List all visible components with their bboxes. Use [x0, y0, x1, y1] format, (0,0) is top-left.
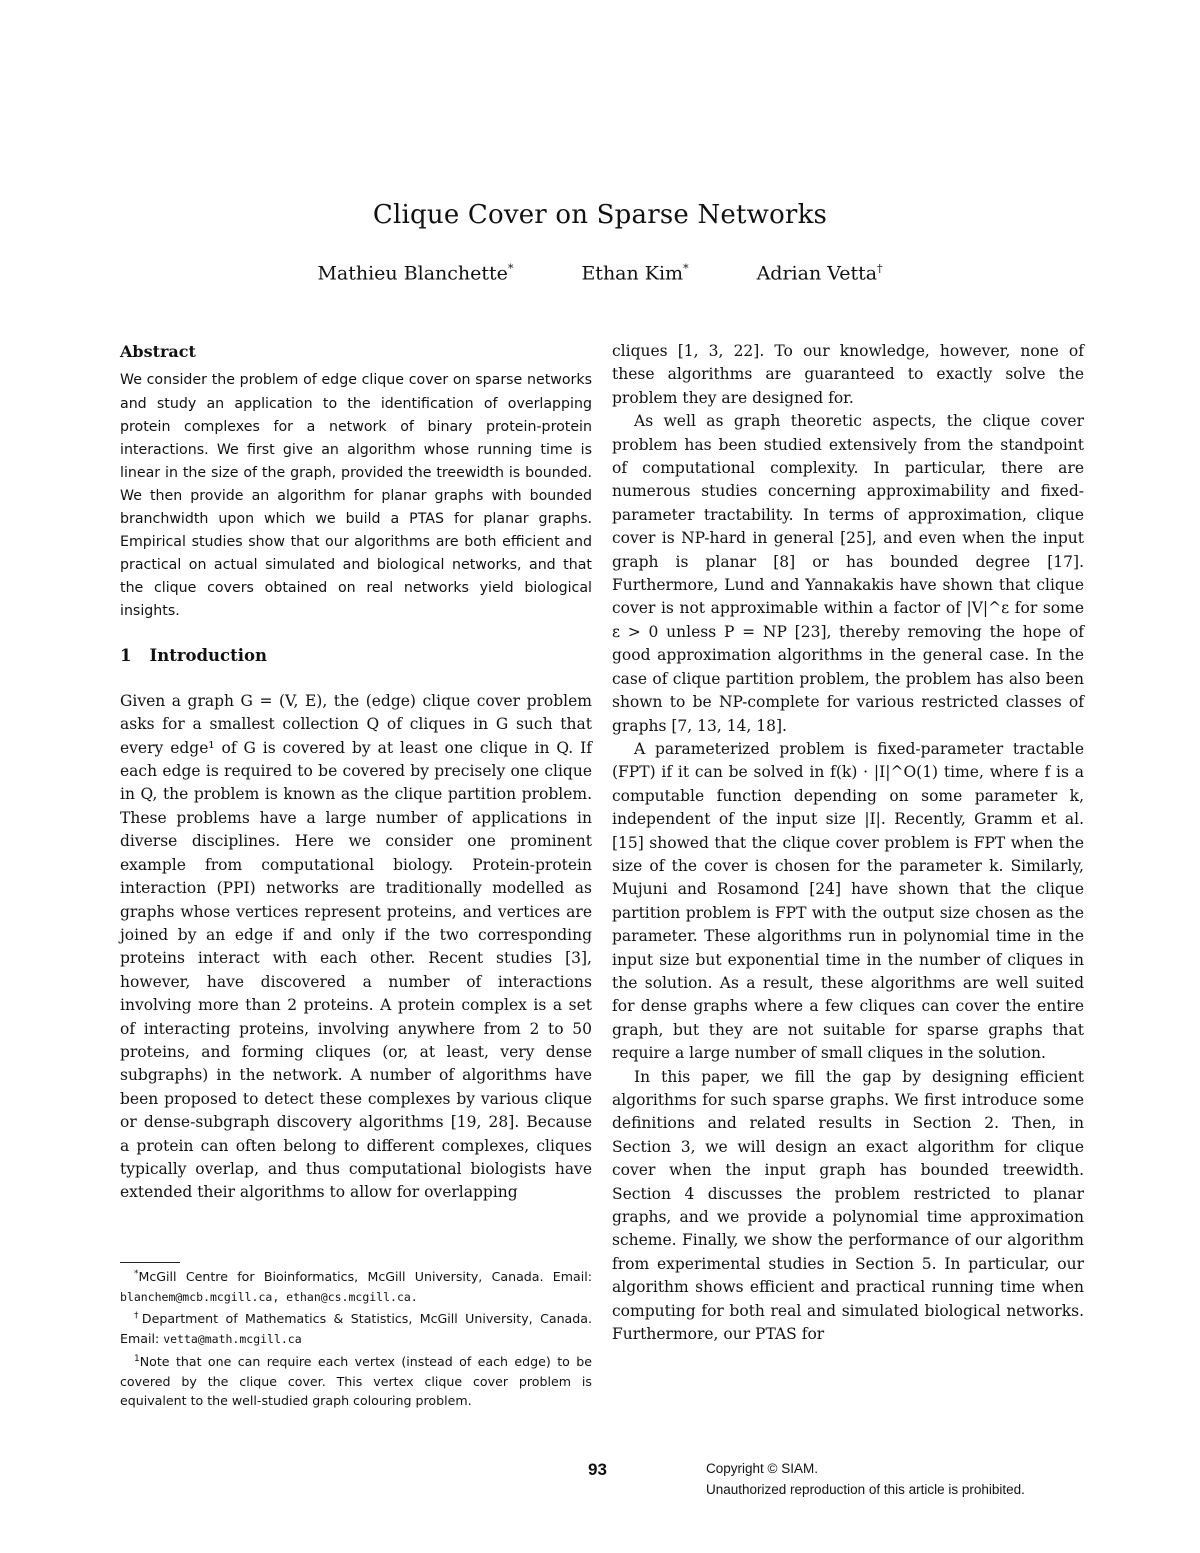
- intro-paragraph-2: cliques [1, 3, 22]. To our knowledge, however, none of these algorithms are guaranteed to exactly solve the problem they are designed for.: [612, 342, 1084, 407]
- author-list: [0, 262, 1200, 284]
- footnote-rule: [120, 1262, 180, 1263]
- author-2: Ethan Kim*: [581, 262, 689, 285]
- abstract-heading: Abstract: [120, 342, 196, 361]
- intro-paragraph-1: Given a graph G = (V, E), the (edge) clique cover problem asks for a smallest collection Q of cliques in G such that every edge¹ of G is covered by at least one clique in Q. If each edge is required to be covered by precisely one clique in Q, the problem is known as the clique partition problem. These problems have a large number of applications in diverse disciplines. Here we consider one prominent example from computational biology. Protein-protein interaction (PPI) networks are traditionally modelled as graphs whose vertices represent proteins, and vertices are joined by an edge if and only if the two corresponding proteins interact with each other. Recent studies [3], however, have discovered a number of interactions involving more than 2 proteins. A protein complex is a set of interacting proteins, involving anywhere from 2 to 50 proteins, and forming cliques (or, at least, very dense subgraphs) in the network. A number of algorithms have been proposed to detect these complexes by various clique or dense-subgraph discovery algorithms [19, 28]. Because a protein can often belong to different complexes, cliques typically overlap, and thus computational biologists have extended their algorithms to allow for overlapping: [120, 691, 592, 1202]
- copyright-notice: [706, 1458, 1025, 1500]
- section-title: Introduction: [149, 646, 267, 666]
- section-number: 1: [120, 646, 132, 666]
- intro-paragraph-4: A parameterized problem is fixed-parameter tractable (FPT) if it can be solved in f(k) · |I|^O(1) time, where f is a computable function depending on some parameter k, independent of the input size |I|. Recently, Gramm et al. [15] showed that the clique cover problem is FPT when the size of the cover is chosen for the parameter k. Similarly, Mujuni and Rosamond [24] have shown that the clique partition problem is FPT with the output size chosen as the parameter. These algorithms run in polynomial time in the input size but exponential time in the number of cliques in the solution. As a result, these algorithms are well suited for dense graphs where a few cliques can cover the entire graph, but they are not suitable for sparse graphs that require a large number of small cliques in the solution.: [612, 739, 1084, 1063]
- paper-title: Clique Cover on Sparse Networks: [372, 200, 828, 230]
- email-link[interactable]: blanchem@mcb.mcgill.ca, ethan@cs.mcgill.ca.: [120, 1289, 418, 1304]
- right-column: [612, 340, 1084, 1346]
- author-1: Mathieu Blanchette*: [317, 262, 514, 285]
- reproduction-notice: Unauthorized reproduction of this article is prohibited.: [706, 1482, 1025, 1497]
- page-number: 93: [588, 1460, 607, 1479]
- footnote-affiliation-1: *McGill Centre for Bioinformatics, McGill University, Canada. Email: blanchem@mcb.mcgill.ca, ethan@cs.mcgill.ca.: [120, 1269, 592, 1304]
- footnote-note-1: $^1$Note that one can require each vertex (instead of each edge) to be covered by the clique cover. This vertex clique cover problem is equivalent to the well-studied graph colouring problem.: [120, 1353, 592, 1409]
- intro-paragraph-5: In this paper, we fill the gap by designing efficient algorithms for such sparse graphs. We first introduce some definitions and related results in Section 2. Then, in Section 3, we will design an exact algorithm for clique cover when the input graph has bounded treewidth. Section 4 discusses the problem restricted to planar graphs, and we provide a polynomial time approximation scheme. Finally, we show the performance of our algorithm from experimental studies in Section 5. In particular, our algorithm shows efficient and practical running time when computing for both real and simulated biological networks. Furthermore, our PTAS for: [612, 1067, 1084, 1344]
- abstract-text: We consider the problem of edge clique cover on sparse networks and study an application to the identification of overlapping protein complexes for a network of binary protein-protein interactions. We first give an algorithm whose running time is linear in the size of the graph, provided the treewidth is bounded. We then provide an algorithm for planar graphs with bounded branchwidth upon which we build a PTAS for planar graphs. Empirical studies show that our algorithms are both efficient and practical on actual simulated and biological networks, and that the clique covers obtained on real networks yield biological insights.: [120, 372, 592, 620]
- footnote-affiliation-2: †Department of Mathematics & Statistics, McGill University, Canada. Email: vetta@math.mcgill.ca: [120, 1311, 592, 1347]
- email-link[interactable]: vetta@math.mcgill.ca: [163, 1332, 302, 1347]
- left-column: [120, 340, 592, 1205]
- section-heading: [120, 644, 592, 667]
- copyright-line: Copyright © SIAM.: [706, 1461, 818, 1476]
- footnotes: [120, 1262, 592, 1411]
- intro-paragraph-3: As well as graph theoretic aspects, the clique cover problem has been studied extensively from the standpoint of computational complexity. In particular, there are numerous studies concerning approximability and fixed-parameter tractability. In terms of approximation, clique cover is NP-hard in general [25], and even when the input graph is planar [8] or has bounded degree [17]. Furthermore, Lund and Yannakakis have shown that clique cover is not approximable within a factor of |V|^ε for some ε > 0 unless P = NP [23], thereby removing the hope of good approximation algorithms in the general case. In the case of clique partition problem, the problem has also been shown to be NP-complete for various restricted classes of graphs [7, 13, 14, 18].: [612, 412, 1084, 735]
- author-3: Adrian Vetta†: [756, 262, 883, 285]
